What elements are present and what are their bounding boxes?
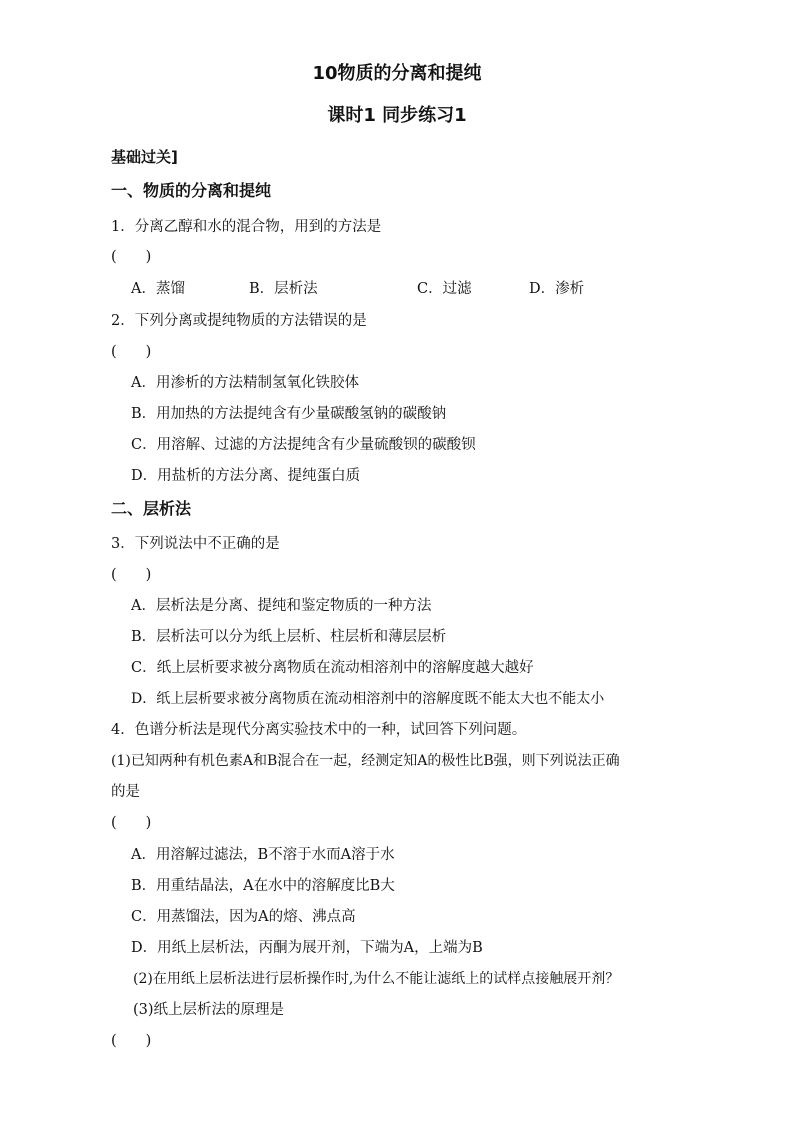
- q2-option-d: D．用盐析的方法分离、提纯蛋白质: [131, 468, 361, 484]
- q1-option-b: B．层析法: [249, 281, 318, 297]
- basic-label: 基础过关]: [111, 148, 178, 166]
- document-subtitle: 课时1 同步练习1: [327, 105, 467, 126]
- q2-option-b: B．用加热的方法提纯含有少量碳酸氢钠的碳酸钠: [131, 406, 447, 422]
- q4-option-d: D．用纸上层析法，丙酮为展开剂，下端为A，上端为B: [131, 940, 483, 956]
- q4-stem: 4．色谱分析法是现代分离实验技术中的一种，试回答下列问题。: [111, 722, 527, 738]
- q4-sub1-line2: 的是: [111, 784, 140, 800]
- q1-option-c: C．过滤: [417, 281, 472, 297]
- q1-option-d: D．渗析: [529, 281, 585, 297]
- q1-paren: ( ): [111, 249, 152, 265]
- q4-option-c: C．用蒸馏法，因为A的熔、沸点高: [131, 909, 356, 925]
- section2-heading: 二、层析法: [111, 499, 192, 518]
- q4-sub1-line1: (1)已知两种有机色素A和B混合在一起，经测定知A的极性比B强，则下列说法正确: [111, 753, 620, 769]
- q4-sub2: (2)在用纸上层析法进行层析操作时,为什么不能让滤纸上的试样点接触展开剂？: [133, 971, 620, 987]
- q4-sub3: (3)纸上层析法的原理是: [133, 1002, 285, 1018]
- q4-option-b: B．用重结晶法，A在水中的溶解度比B大: [131, 878, 395, 894]
- q3-option-b: B．层析法可以分为纸上层析、柱层析和薄层层析: [131, 629, 447, 645]
- section1-heading: 一、物质的分离和提纯: [111, 181, 272, 200]
- q4-sub3-paren: ( ): [111, 1033, 152, 1049]
- q1-option-a: A．蒸馏: [131, 281, 185, 297]
- q4-sub1-paren: ( ): [111, 815, 152, 831]
- document-title: 10物质的分离和提纯: [312, 63, 482, 84]
- q3-paren: ( ): [111, 567, 152, 583]
- q2-stem: 2．下列分离或提纯物质的方法错误的是: [111, 313, 367, 329]
- q3-option-d: D．纸上层析要求被分离物质在流动相溶剂中的溶解度既不能太大也不能太小: [131, 691, 605, 707]
- q4-option-a: A．用溶解过滤法，B不溶于水而A溶于水: [131, 847, 395, 863]
- q3-stem: 3．下列说法中不正确的是: [111, 536, 280, 552]
- q2-option-a: A．用渗析的方法精制氢氧化铁胶体: [131, 375, 359, 391]
- q3-option-a: A．层析法是分离、提纯和鉴定物质的一种方法: [131, 598, 432, 614]
- q3-option-c: C．纸上层析要求被分离物质在流动相溶剂中的溶解度越大越好: [131, 660, 534, 676]
- q2-option-c: C．用溶解、过滤的方法提纯含有少量硫酸钡的碳酸钡: [131, 437, 476, 453]
- q1-stem: 1．分离乙醇和水的混合物，用到的方法是: [111, 219, 382, 235]
- q2-paren: ( ): [111, 344, 152, 360]
